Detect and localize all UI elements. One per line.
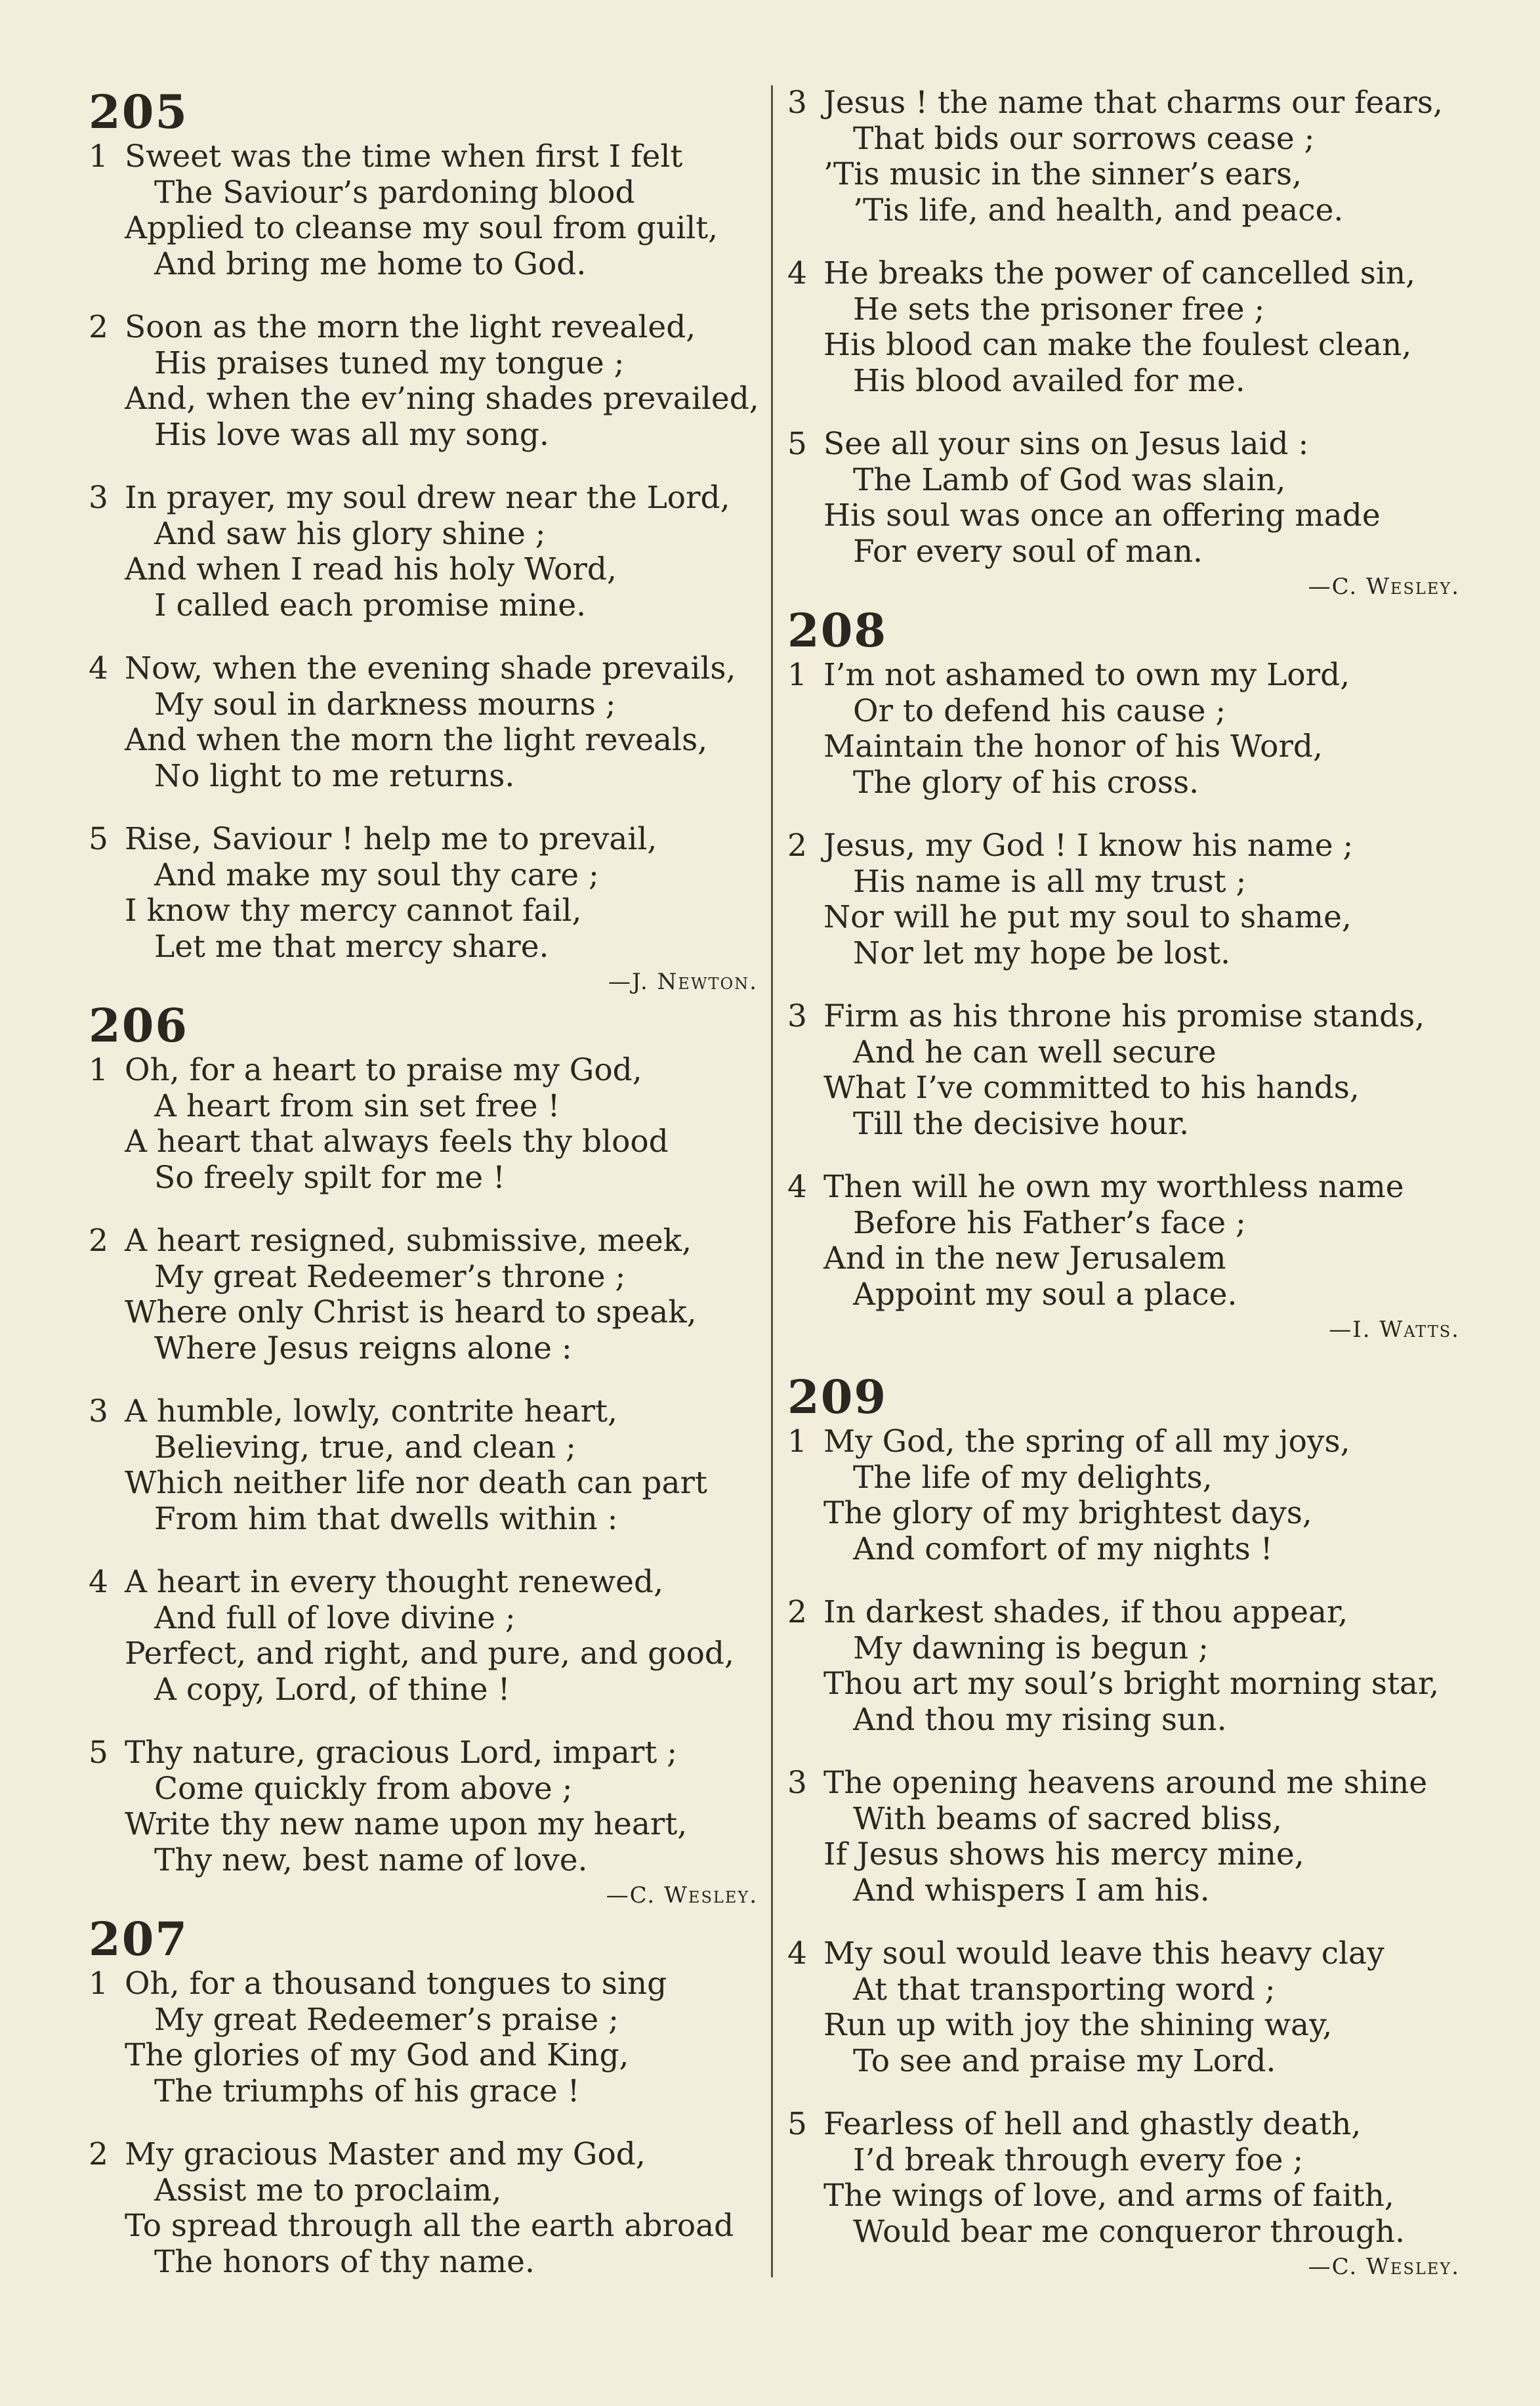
verse-line: In darkest shades, if thou appear, (823, 1594, 1348, 1630)
verse-line: He sets the prisoner free ; (853, 291, 1265, 327)
verse-number: 3 (787, 1765, 807, 1801)
verse-line: To spread through all the earth abroad (125, 2208, 734, 2244)
verse-line: His praises tuned my tongue ; (154, 345, 625, 381)
verse (787, 1595, 1463, 1738)
hymn-number: 205 (89, 85, 189, 139)
verse-line: His blood availed for me. (853, 362, 1245, 399)
hymn-number: 206 (89, 998, 189, 1053)
verse-line: The honors of thy name. (154, 2243, 535, 2280)
hymn-206 (89, 999, 758, 1910)
verse-line: A heart in every thought renewed, (125, 1564, 664, 1600)
verse-line: Write thy new name upon my heart, (125, 1806, 688, 1842)
verse-number: 1 (89, 138, 108, 175)
verse-line: A heart from sin set free ! (154, 1087, 560, 1124)
hymn-209 (787, 1370, 1463, 2281)
verse-line: Firm as his throne his promise stands, (823, 998, 1425, 1034)
verse (787, 85, 1463, 228)
verse-line: Oh, for a heart to praise my God, (125, 1052, 642, 1088)
verse-line: So freely spilt for me ! (154, 1159, 505, 1196)
verse-line: Thy new, best name of love. (154, 1842, 588, 1878)
verse-line: Soon as the morn the light revealed, (125, 309, 696, 345)
verse-line: His name is all my trust ; (853, 863, 1247, 900)
column-divider (771, 85, 773, 2277)
verse (787, 256, 1463, 399)
verse-line: Nor will he put my soul to shame, (823, 899, 1352, 935)
verse-line: The glory of my brightest days, (823, 1495, 1312, 1531)
verse-line: Which neither life nor death can part (125, 1465, 707, 1501)
verse (787, 999, 1463, 1142)
verse (787, 658, 1463, 801)
verse-line: Let me that mercy share. (154, 928, 549, 965)
author-credit: —C. Wesley. (1308, 2254, 1460, 2280)
verse-line: The life of my delights, (853, 1459, 1213, 1496)
verse-line: In prayer, my soul drew near the Lord, (125, 480, 730, 516)
verse (89, 1735, 758, 1878)
verse (89, 1565, 758, 1708)
verse-line: And full of love divine ; (154, 1599, 516, 1636)
verse-number: 2 (89, 2136, 108, 2172)
verse-line: Jesus ! the name that charms our fears, (823, 85, 1443, 121)
hymn-number: 208 (787, 603, 888, 658)
verse-line: And he can well secure (853, 1034, 1217, 1070)
verse-number: 3 (89, 1393, 108, 1429)
verse-number: 3 (787, 85, 807, 121)
verse-number: 3 (787, 998, 807, 1034)
verse-line: Applied to cleanse my soul from guilt, (125, 210, 718, 246)
verse (89, 1053, 758, 1196)
verse-line: Run up with joy the shining way, (823, 2007, 1333, 2043)
hymn-208 (787, 604, 1463, 1344)
verse (787, 1424, 1463, 1567)
verse-line: His love was all my song. (154, 416, 549, 453)
verse (787, 1765, 1463, 1909)
verse (89, 1223, 758, 1366)
author-credit: —I. Watts. (1329, 1317, 1460, 1343)
verse-line: Thy nature, gracious Lord, impart ; (125, 1735, 678, 1771)
verse-line: A humble, lowly, contrite heart, (125, 1393, 617, 1429)
verse-line: The opening heavens around me shine (823, 1765, 1428, 1801)
verse-number: 3 (89, 480, 108, 516)
verse-line: At that transporting word ; (853, 1971, 1276, 2008)
verse-number: 1 (787, 1424, 807, 1460)
verse-line: My dawning is begun ; (853, 1630, 1209, 1666)
verse-line: My God, the spring of all my joys, (823, 1424, 1350, 1460)
verse-line: If Jesus shows his mercy mine, (823, 1836, 1304, 1872)
verse-line: Oh, for a thousand tongues to sing (125, 1966, 667, 2002)
verse-line: Rise, Saviour ! help me to prevail, (125, 821, 657, 857)
verse-number: 4 (89, 650, 108, 686)
verse-line: And make my soul thy care ; (154, 856, 599, 893)
verse-line: A copy, Lord, of thine ! (154, 1671, 510, 1708)
verse (89, 480, 758, 623)
verse-line: With beams of sacred bliss, (853, 1800, 1282, 1837)
verse-line: Assist me to proclaim, (154, 2172, 502, 2208)
verse-number: 2 (787, 1594, 807, 1630)
verse-line: I’d break through every foe ; (853, 2142, 1304, 2178)
verse-line: Before his Father’s face ; (853, 1204, 1246, 1241)
verse (89, 310, 758, 453)
verse-line: Where only Christ is heard to speak, (125, 1294, 697, 1330)
verse-number: 1 (787, 657, 807, 693)
hymn-number: 209 (787, 1370, 888, 1424)
verse-line: And bring me home to God. (154, 245, 587, 282)
verse-line: And when the morn the light reveals, (125, 722, 708, 758)
verse (89, 822, 758, 965)
verse-line: And comfort of my nights ! (853, 1530, 1273, 1567)
verse-line: Fearless of hell and ghastly death, (823, 2106, 1362, 2142)
author-credit: —J. Newton. (608, 969, 758, 995)
verse-line: Till the decisive hour. (853, 1105, 1190, 1142)
verse-line: And when I read his holy Word, (125, 551, 617, 587)
verse-number: 4 (787, 255, 807, 291)
verse-line: My great Redeemer’s throne ; (154, 1258, 626, 1295)
verse-number: 5 (787, 426, 807, 462)
hymn-207 (89, 1912, 758, 2280)
verse-line: From him that dwells within : (154, 1500, 618, 1537)
verse-line: And saw his glory shine ; (154, 515, 546, 552)
verse-line: See all your sins on Jesus laid : (823, 426, 1309, 462)
verse-line: A heart that always feels thy blood (125, 1124, 669, 1160)
verse-line: His soul was once an offering made (823, 497, 1381, 534)
verse (89, 1394, 758, 1537)
verse-line: My gracious Master and my God, (125, 2136, 646, 2172)
verse-number: 4 (89, 1564, 108, 1600)
verse (89, 651, 758, 794)
verse-line: Sweet was the time when first I felt (125, 138, 683, 175)
verse (787, 828, 1463, 971)
verse-line: My soul in darkness mourns ; (154, 686, 616, 723)
verse-number: 2 (89, 1223, 108, 1259)
left-column (89, 85, 758, 2280)
author-credit: —C. Wesley. (606, 1882, 758, 1909)
verse-line: He breaks the power of cancelled sin, (823, 255, 1416, 291)
verse-line: The wings of love, and arms of faith, (823, 2178, 1394, 2214)
verse-line: Or to defend his cause ; (853, 692, 1226, 729)
verse-line: My great Redeemer’s praise ; (154, 2001, 619, 2038)
verse-line: The glories of my God and King, (125, 2037, 629, 2073)
verse-line: A heart resigned, submissive, meek, (125, 1223, 692, 1259)
verse-line: No light to me returns. (154, 757, 515, 794)
verse-number: 1 (89, 1966, 108, 2002)
verse-line: I’m not ashamed to own my Lord, (823, 657, 1350, 693)
verse-line: The Saviour’s pardoning blood (154, 174, 635, 211)
hymn-number: 207 (89, 1912, 189, 1966)
verse-line: The Lamb of God was slain, (853, 461, 1286, 498)
verse-number: 2 (787, 828, 807, 864)
verse-line: Perfect, and right, and pure, and good, (125, 1636, 734, 1672)
verse-line: Believing, true, and clean ; (154, 1429, 576, 1466)
verse-number: 1 (89, 1052, 108, 1088)
verse-number: 4 (787, 1169, 807, 1205)
verse (89, 1966, 758, 2109)
verse-line: I called each promise mine. (154, 587, 587, 623)
verse (787, 2107, 1463, 2250)
verse-number: 2 (89, 309, 108, 345)
verse-line: The triumphs of his grace ! (154, 2073, 580, 2109)
verse-line: Appoint my soul a place. (853, 1276, 1238, 1313)
verse-line: What I’ve committed to his hands, (823, 1070, 1360, 1106)
verse-line: To see and praise my Lord. (853, 2042, 1276, 2079)
hymn-207-continued (787, 85, 1463, 601)
verse-line: Nor let my hope be lost. (853, 935, 1231, 971)
verse-line: For every soul of man. (853, 533, 1203, 570)
verse (89, 139, 758, 282)
verse-line: ’Tis music in the sinner’s ears, (823, 156, 1302, 192)
verse-line: Would bear me conqueror through. (853, 2213, 1405, 2250)
verse-line: ’Tis life, and health, and peace. (853, 192, 1344, 228)
verse-number: 5 (787, 2106, 807, 2142)
verse-line: Where Jesus reigns alone : (154, 1330, 572, 1366)
author-credit: —C. Wesley. (1308, 574, 1460, 600)
verse (787, 1170, 1463, 1313)
verse-line: Thou art my soul’s bright morning star, (823, 1666, 1440, 1702)
verse-number: 5 (89, 1735, 108, 1771)
verse-line: I know thy mercy cannot fail, (125, 893, 582, 929)
verse-line: The glory of his cross. (853, 764, 1199, 801)
right-column (787, 85, 1463, 2284)
verse-line: And, when the ev’ning shades prevailed, (125, 381, 759, 417)
verse (89, 2137, 758, 2280)
verse-line: Now, when the evening shade prevails, (125, 650, 736, 686)
verse-line: That bids our sorrows cease ; (853, 120, 1315, 157)
verse-line: And in the new Jerusalem (823, 1240, 1226, 1277)
verse-number: 5 (89, 821, 108, 857)
verse-line: Maintain the honor of his Word, (823, 728, 1323, 765)
verse-line: My soul would leave this heavy clay (823, 1935, 1384, 1972)
verse-line: Come quickly from above ; (154, 1770, 573, 1807)
verse-line: His blood can make the foulest clean, (823, 327, 1412, 363)
verse-line: And thou my rising sun. (853, 1701, 1227, 1738)
verse-line: Jesus, my God ! I know his name ; (823, 828, 1354, 864)
verse (787, 1936, 1463, 2079)
verse-line: Then will he own my worthless name (823, 1169, 1404, 1205)
verse-number: 4 (787, 1935, 807, 1972)
verse (787, 427, 1463, 570)
hymn-205 (89, 85, 758, 996)
verse-line: And whispers I am his. (853, 1872, 1210, 1909)
